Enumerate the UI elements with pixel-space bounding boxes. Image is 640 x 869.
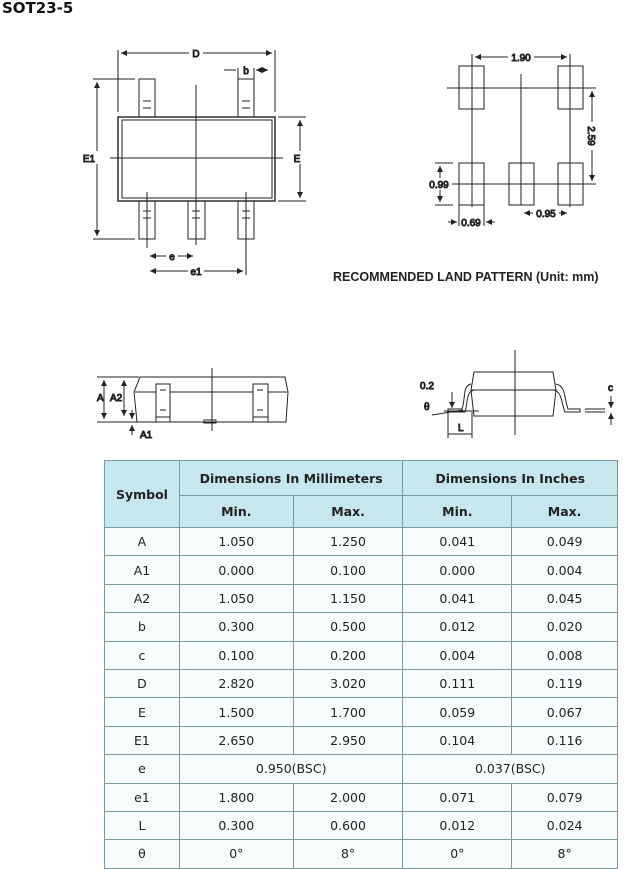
symbol-cell: E (105, 698, 180, 726)
value-cell: 0.300 (179, 811, 293, 839)
value-cell: 0.024 (512, 811, 618, 839)
symbol-cell: e1 (105, 783, 180, 811)
dim-label-0-2: 0.2 (420, 381, 434, 392)
value-cell: 3.020 (293, 669, 403, 697)
dim-label-L: L (458, 423, 464, 434)
dim-0-95: 0.95 (536, 209, 556, 220)
value-cell: 0.004 (403, 641, 512, 669)
dimensions-table (104, 460, 618, 869)
value-cell: 0.012 (403, 811, 512, 839)
value-cell: 2.820 (179, 669, 293, 697)
table-row (105, 783, 618, 811)
value-cell: 0.041 (403, 528, 512, 556)
value-cell: 0.037(BSC) (403, 755, 618, 783)
side-view-drawing (97, 368, 288, 441)
table-row (105, 840, 618, 868)
value-cell: 1.050 (179, 528, 293, 556)
symbol-cell: c (105, 641, 180, 669)
value-cell: 0.950(BSC) (179, 755, 403, 783)
value-cell: 0.045 (512, 584, 618, 612)
dim-label-theta: θ (424, 402, 430, 413)
table-row (105, 613, 618, 641)
value-cell: 1.500 (179, 698, 293, 726)
in-min-header: Min. (403, 496, 512, 528)
dim-1-90: 1.90 (511, 53, 531, 64)
end-view-drawing (420, 350, 613, 438)
dim-2-59: 2.59 (585, 126, 596, 146)
value-cell: 0.500 (293, 613, 403, 641)
value-cell: 1.150 (293, 584, 403, 612)
symbol-cell: θ (105, 840, 180, 868)
mm-max-header: Max. (293, 496, 403, 528)
symbol-cell: D (105, 669, 180, 697)
table-row (105, 669, 618, 697)
value-cell: 0.079 (512, 783, 618, 811)
value-cell: 2.950 (293, 726, 403, 754)
table-row (105, 556, 618, 584)
value-cell: 0.071 (403, 783, 512, 811)
package-title: SOT23-5 (2, 0, 74, 17)
top-view-drawing (80, 46, 306, 278)
symbol-cell: A2 (105, 584, 180, 612)
value-cell: 0.008 (512, 641, 618, 669)
table-row (105, 641, 618, 669)
table-row (105, 726, 618, 754)
land-pattern-drawing (426, 51, 598, 229)
table-row (105, 811, 618, 839)
table-row (105, 755, 618, 783)
value-cell: 1.050 (179, 584, 293, 612)
value-cell: 0.000 (403, 556, 512, 584)
inches-header: Dimensions In Inches (403, 461, 618, 496)
dim-label-c: c (608, 383, 613, 394)
dim-0-69: 0.69 (461, 218, 481, 229)
value-cell: 0.049 (512, 528, 618, 556)
value-cell: 0° (403, 840, 512, 868)
mm-min-header: Min. (179, 496, 293, 528)
value-cell: 0.111 (403, 669, 512, 697)
symbol-cell: A1 (105, 556, 180, 584)
symbol-cell: A (105, 528, 180, 556)
symbol-cell: L (105, 811, 180, 839)
value-cell: 0.020 (512, 613, 618, 641)
value-cell: 2.650 (179, 726, 293, 754)
value-cell: 2.000 (293, 783, 403, 811)
symbol-cell: E1 (105, 726, 180, 754)
value-cell: 0.300 (179, 613, 293, 641)
value-cell: 0.119 (512, 669, 618, 697)
dim-label-A: A (97, 393, 104, 404)
table-row (105, 584, 618, 612)
dim-0-99: 0.99 (429, 180, 449, 191)
dim-label-D: D (192, 49, 200, 60)
in-max-header: Max. (512, 496, 618, 528)
value-cell: 1.250 (293, 528, 403, 556)
value-cell: 1.700 (293, 698, 403, 726)
dim-label-A2: A2 (110, 393, 123, 404)
value-cell: 8° (512, 840, 618, 868)
value-cell: 8° (293, 840, 403, 868)
dim-label-b: b (243, 66, 249, 77)
dim-label-e: e (169, 252, 175, 263)
dim-label-E1: E1 (82, 154, 96, 165)
value-cell: 0.104 (403, 726, 512, 754)
value-cell: 0.100 (179, 641, 293, 669)
value-cell: 0.041 (403, 584, 512, 612)
dim-label-E: E (293, 154, 301, 165)
value-cell: 1.800 (179, 783, 293, 811)
value-cell: 0.059 (403, 698, 512, 726)
value-cell: 0.600 (293, 811, 403, 839)
land-pattern-caption: RECOMMENDED LAND PATTERN (Unit: mm) (333, 270, 599, 284)
value-cell: 0° (179, 840, 293, 868)
mm-header: Dimensions In Millimeters (179, 461, 403, 496)
dim-label-e1: e1 (190, 267, 202, 278)
value-cell: 0.004 (512, 556, 618, 584)
value-cell: 0.067 (512, 698, 618, 726)
table-row (105, 698, 618, 726)
value-cell: 0.012 (403, 613, 512, 641)
symbol-cell: b (105, 613, 180, 641)
dim-label-A1: A1 (140, 430, 153, 441)
symbol-cell: e (105, 755, 180, 783)
value-cell: 0.100 (293, 556, 403, 584)
value-cell: 0.200 (293, 641, 403, 669)
value-cell: 0.116 (512, 726, 618, 754)
value-cell: 0.000 (179, 556, 293, 584)
symbol-header: Symbol (105, 461, 180, 528)
table-row (105, 528, 618, 556)
